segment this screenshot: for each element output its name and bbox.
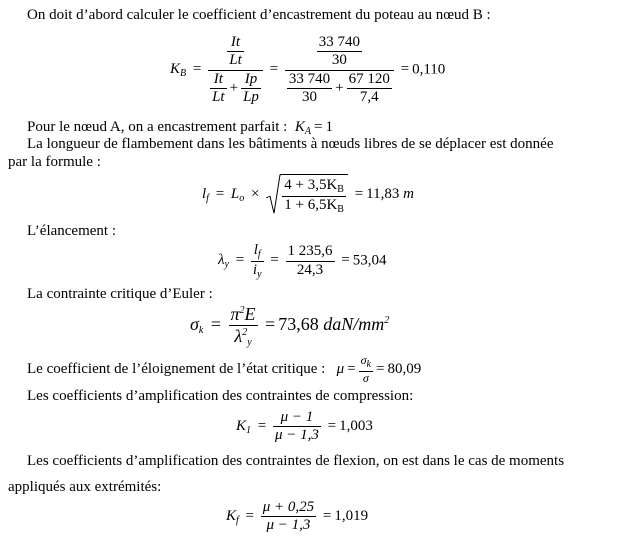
equation-sigma: $\sigma_k$ = $\frac{\pi^2E}{\lambda^2_y}$ = 73,68 daN/$mm^2$ (190, 304, 390, 348)
lambda-result: 53,04 (352, 252, 387, 269)
kf-result: 1,019 (334, 508, 369, 525)
intro-text: On doit d’abord calculer le coefficient d’encastrement du poteau au nœud B : (27, 7, 491, 23)
compression-text: Les coefficients d’amplification des contraintes de compression: (27, 388, 414, 404)
equation-lambda: $\lambda_y$ = $\frac{l_f}{i_y}$ = $\frac{1 235,6}{24,3}$ = 53,04 (218, 242, 387, 280)
kb-fraction-symbolic: $\frac{It}{Lt}$ $\frac{It}{Lt}$ + $\frac{Ip}{Lp}$ (208, 34, 263, 106)
kb-lhs: $K_B$ (170, 61, 187, 80)
sqrt-symbol: $\frac{4 + 3,5K_B}{1 + 6,5K_B}$ (266, 174, 348, 215)
flexion-text-1: Les coefficients d’amplification des contraintes de flexion, on est dans le cas de moments (27, 453, 565, 469)
equation-kb: $K_B$ = $\frac{It}{Lt}$ $\frac{It}{Lt}$ + $\frac{Ip}{Lp}$ = $\frac{33 740}{30}$ $\frac{33 740}{30}$ + $\frac{67 120}{7,4}$ = 0,110 (170, 34, 446, 105)
euler-text: La contrainte critique d’Euler : (27, 286, 213, 302)
flexion-text-2: appliqués aux extrémités: (8, 479, 162, 495)
node-a-text: Pour le nœud A, on a encastrement parfait : $K_A = 1$ (27, 119, 333, 137)
buckling-text-1: La longueur de flambement dans les bâtiments à nœuds libres de se déplacer est donnée (27, 136, 554, 152)
k1-result: 1,003 (339, 418, 373, 435)
equation-k1: $K_1$ = $\frac{\mu - 1}{\mu - 1,3}$ = 1,003 (236, 409, 373, 444)
equation-ka: $K_A = 1$ (294, 119, 333, 137)
kb-fraction-numeric: $\frac{33 740}{30}$ $\frac{33 740}{30}$ + $\frac{67 120}{7,4}$ (285, 34, 394, 106)
lf-result: 11,83 (366, 185, 400, 202)
buckling-text-2: par la formule : (8, 154, 101, 170)
mu-text: Le coefficient de l’éloignement de l’état critique : μ = $\frac{\sigma_k}{\sigma}$ = 80,09 (27, 353, 422, 385)
equation-mu: μ = $\frac{\sigma_k}{\sigma}$ = 80,09 (336, 353, 422, 385)
equation-kf: $K_f$ = $\frac{\mu + 0,25}{\mu - 1,3}$ = 1,019 (226, 499, 369, 534)
sigma-result: 73,68 (278, 314, 319, 335)
equation-lf: $l_f = L_o$ × $\frac{4 + 3,5K_B}{1 + 6,5K_B}$ = 11,83 m (202, 174, 414, 215)
kb-result: 0,110 (412, 61, 446, 78)
slenderness-text: L’élancement : (27, 223, 116, 239)
